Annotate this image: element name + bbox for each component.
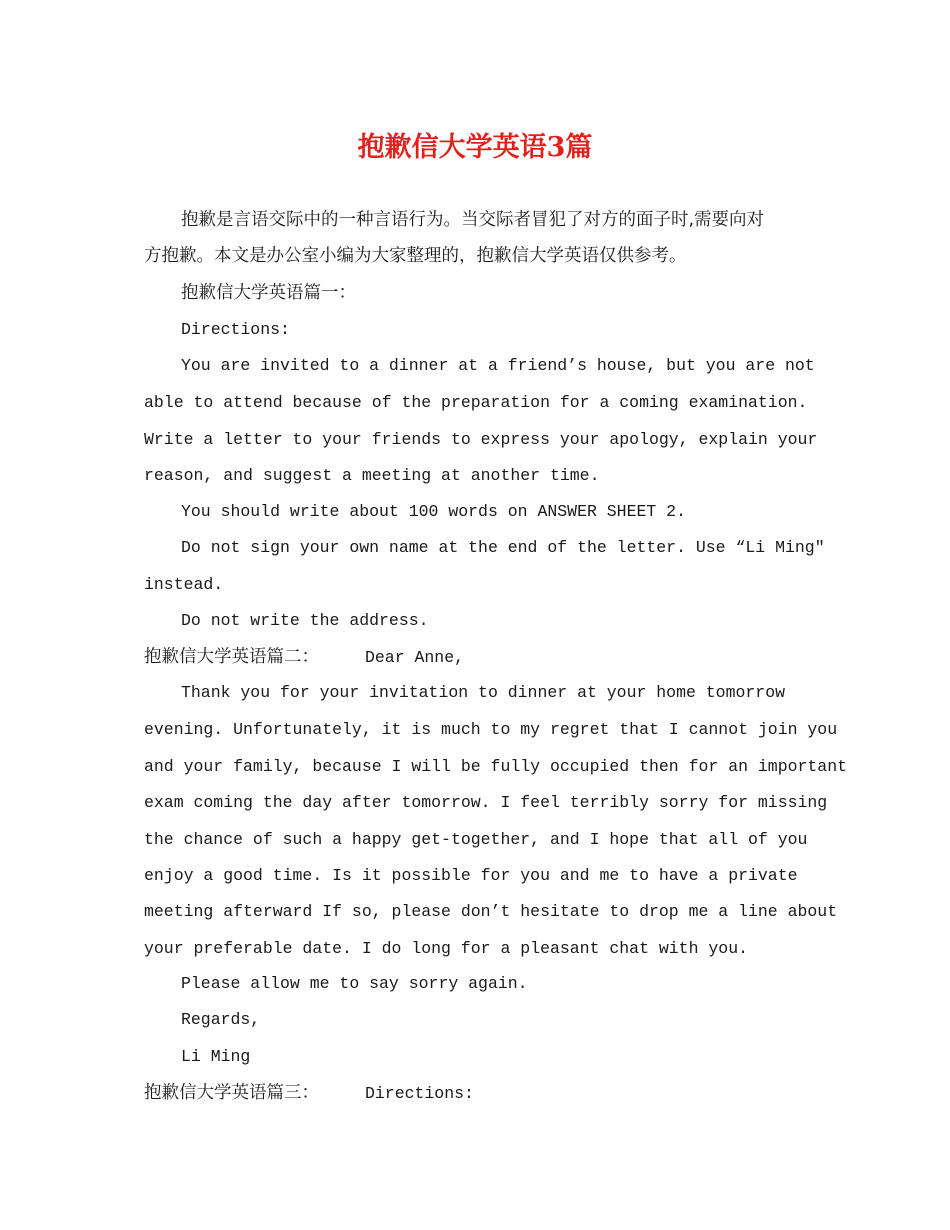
letter-signature: Li Ming	[181, 1047, 251, 1066]
letter-line: your preferable date. I do long for a pleasant chat with you.	[144, 939, 748, 958]
section3-heading: 抱歉信大学英语篇三：	[144, 1083, 319, 1103]
letter-line: and your family, because I will be fully occupied then for an important	[144, 757, 848, 776]
intro-line-1: 抱歉是言语交际中的一种言语行为。当交际者冒犯了对方的面子时,需要向对	[181, 210, 765, 230]
s1-paragraph-line: Write a letter to your friends to express your apology, explain your	[144, 430, 818, 449]
s1-address-note: Do not write the address.	[181, 611, 429, 630]
letter-line: enjoy a good time. Is it possible for you and me to have a private	[144, 866, 798, 885]
s1-paragraph-line: reason, and suggest a meeting at another time.	[144, 466, 600, 485]
s1-paragraph-line: You are invited to a dinner at a friend’s house, but you are not	[181, 356, 815, 375]
letter-line: evening. Unfortunately, it is much to my regret that I cannot join you	[144, 720, 838, 739]
s1-word-count-note: You should write about 100 words on ANSWER SHEET 2.	[181, 502, 686, 521]
letter-closing: Regards,	[181, 1010, 261, 1029]
document-title: 抱歉信大学英语3篇	[357, 132, 593, 163]
section1-heading: 抱歉信大学英语篇一：	[181, 283, 356, 303]
s1-sign-note-line: Do not sign your own name at the end of the letter. Use “Li Ming"	[181, 538, 825, 557]
letter-apology: Please allow me to say sorry again.	[181, 974, 528, 993]
s1-sign-note-line: instead.	[144, 575, 224, 594]
s1-paragraph-line: able to attend because of the preparation for a coming examination.	[144, 393, 808, 412]
section3-directions: Directions:	[365, 1084, 474, 1103]
section1-directions: Directions:	[181, 320, 290, 339]
section3-heading-row	[144, 1081, 474, 1106]
letter-salutation: Dear Anne,	[365, 648, 465, 667]
intro-line-2: 方抱歉。本文是办公室小编为大家整理的，抱歉信大学英语仅供参考。	[144, 246, 687, 266]
letter-line: exam coming the day after tomorrow. I feel terribly sorry for missing	[144, 793, 828, 812]
letter-line: the chance of such a happy get-together, and I hope that all of you	[144, 830, 808, 849]
section2-heading: 抱歉信大学英语篇二：	[144, 647, 319, 667]
section2-heading-row	[144, 645, 464, 670]
letter-line: meeting afterward If so, please don’t hesitate to drop me a line about	[144, 902, 838, 921]
letter-line: Thank you for your invitation to dinner at your home tomorrow	[181, 683, 785, 702]
